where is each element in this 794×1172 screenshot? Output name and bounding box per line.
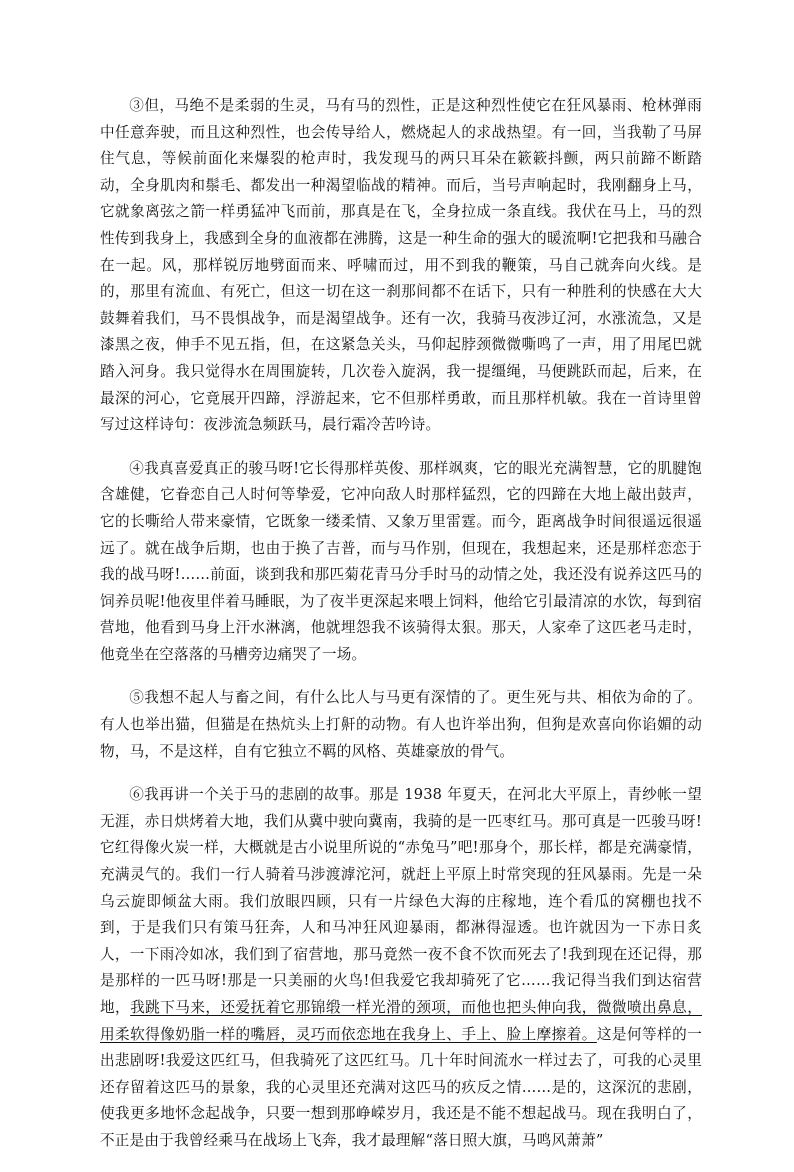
paragraph-6 <box>100 782 702 1154</box>
paragraph-6-text-start: ⑥我再讲一个关于马的悲剧的故事。那是 1938 年夏天，在河北大平原上，青纱帐一望无涯，赤日烘烤着大地，我们从冀中驶向冀南，我骑的是一匹枣红马。那可真是一匹骏马呀!它红得像火炭一样，大概就是古小说里所说的“赤兔马”吧!那身个，那长样，都是充满豪情，充满灵气的。我们一行人骑着马涉渡滹沱河，就赶上平原上时常突现的狂风暴雨。先是一朵乌云旋即倾盆大雨。我们放眼四顾，只有一片绿色大海的庄稼地，连个看瓜的窝棚也找不到，于是我们只有策马狂奔，人和马冲狂风迎暴雨，都淋得湿透。也许就因为一下赤日炙人，一下雨冷如冰，我们到了宿营地，那马竟然一夜不食不饮而死去了!我到现在还记得，那是那样的一匹马呀!那是一只美丽的火鸟!但我爱它我却骑死了它……我记得当我们到达宿营地， <box>100 786 702 1016</box>
paragraph-6-text-end: 这是何等样的一出悲剧呀!我爱这匹红马，但我骑死了这匹红马。几十年时间流水一样过去了，可我的心灵里还存留着这匹马的景象，我的心灵里还充满对这匹马的疚反之情……是的，这深沉的悲剧，使我更多地怀念起战争，只要一想到那峥嵘岁月，我还是不能不想起战马。现在我明白了，不正是由于我曾经乘马在战场上飞奔，我才最理解“落日照大旗，马鸣风萧萧” <box>100 1025 702 1149</box>
paragraph-3-text: ③但，马绝不是柔弱的生灵，马有马的烈性，正是这种烈性使它在狂风暴雨、枪林弹雨中任意奔驶，而且这种烈性，也会传导给人，燃烧起人的求战热望。有一回，当我勒了马屏住气息，等候前面化来爆裂的枪声时，我发现马的两只耳朵在簌簌抖颤，两只前蹄不断踏动，全身肌肉和鬃毛、都发出一种渴望临战的精神。而后，当号声响起时，我刚翻身上马，它就象离弦之箭一样勇猛冲飞而前，那真是在飞，全身拉成一条直线。我伏在马上，马的烈性传到我身上，我感到全身的血液都在沸腾，这是一种生命的强大的暖流啊!它把我和马融合在一起。风，那样锐厉地劈面而来、呼啸而过，用不到我的鞭策，马自己就奔向火线。是的，那里有流血、有死亡，但这一切在这一刹那间都不在话下，只有一种胜利的快感在大大鼓舞着我们，马不畏惧战争，而是渴望战争。还有一次，我骑马夜涉辽河，水涨流急，又是漆黑之夜，伸手不见五指，但，在这紧急关头，马仰起脖颈微微嘶鸣了一声，用了用尾巴就踏入河身。我只觉得水在周围旋转，几次卷入旋涡，我一提缰绳，马便跳跃而起，后来，在最深的河心，它竟展开四蹄，浮游起来，它不但那样勇敢，而且那样机敏。我在一首诗里曾写过这样诗句：夜涉流急频跃马，晨行霜冷苦吟诗。 <box>100 97 702 434</box>
paragraph-3 <box>100 93 702 439</box>
paragraph-5-text: ⑤我想不起人与畜之间，有什么比人与马更有深情的了。更生死与共、相依为命的了。有人也举出猫，但猫是在热炕头上打鼾的动物。有人也许举出狗，但狗是欢喜向你谄媚的动物，马，不是这样，自有它独立不羁的风格、英雄豪放的骨气。 <box>100 689 702 760</box>
paragraph-4 <box>100 456 702 669</box>
paragraph-4-text: ④我真喜爱真正的骏马呀!它长得那样英俊、那样飒爽，它的眼光充满智慧，它的肌腱饱含雄健，它眷恋自己人时何等挚爱，它冲向敌人时那样猛烈，它的四蹄在大地上敲出鼓声，它的长嘶给人带来豪情，它既象一缕柔情、又象万里雷霆。而今，距离战争时间很遥远很遥远了。就在战争后期，也由于换了吉普，而与马作别，但现在，我想起来，还是那样恋恋于我的战马呀!……前面，谈到我和那匹菊花青马分手时马的动情之处，我还没有说养这匹马的饲养员呢!他夜里伴着马睡眠，为了夜半更深起来喂上饲料，他给它引最清凉的水饮，每到宿营地，他看到马身上汗水淋漓，他就埋怨我不该骑得太狠。那天，人家牵了这匹老马走时，他竟坐在空落落的马槽旁边痛哭了一场。 <box>100 459 702 663</box>
article-body <box>100 93 702 1172</box>
paragraph-6-underlined-sentence: 我跳下马来，还爱抚着它那锦缎一样光滑的颈项，而他也把头伸向我，微微喷出鼻息，用柔软得像奶脂一样的嘴唇，灵巧而依恋地在我身上、手上、脸上摩擦着。 <box>100 999 703 1043</box>
paragraph-5 <box>100 685 702 765</box>
